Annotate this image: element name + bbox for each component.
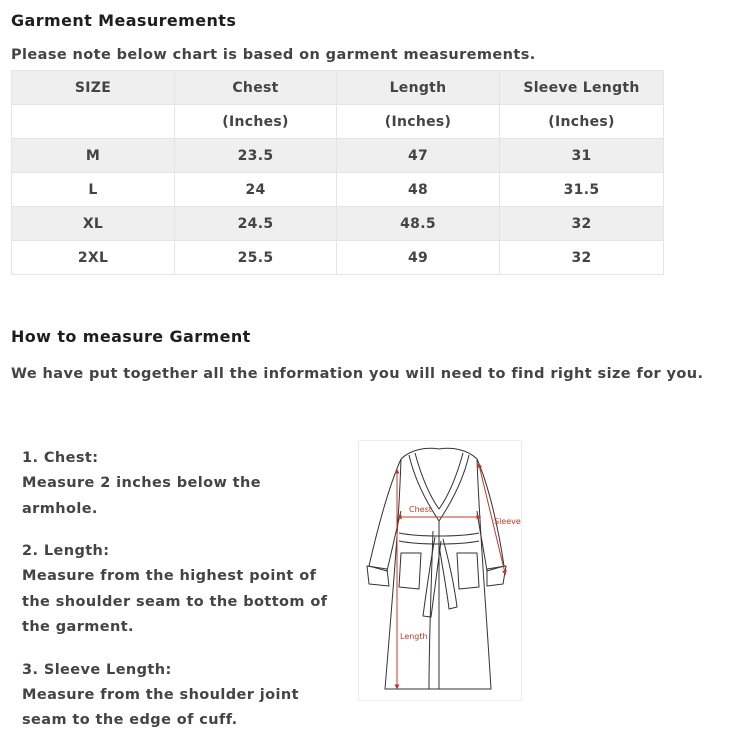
header-sleeve-length: Sleeve Length (500, 71, 664, 105)
table-units-row (12, 105, 664, 139)
step-chest (22, 445, 342, 522)
table-row (12, 173, 664, 207)
header-length: Length (337, 71, 500, 105)
chest-cell: 24.5 (175, 207, 337, 241)
chest-cell: 24 (175, 173, 337, 207)
intro-text: We have put together all the information you will need to find right size for you. (11, 366, 704, 382)
length-cell: 47 (337, 139, 500, 173)
step-title: 2. Length: (22, 543, 110, 559)
size-cell: L (12, 173, 175, 207)
length-label: Length (400, 632, 428, 641)
step-line: Measure from the highest point of (22, 568, 317, 584)
step-line: the garment. (22, 619, 134, 635)
table-header-row (12, 71, 664, 105)
step-title: 3. Sleeve Length: (22, 661, 172, 678)
unit-cell: (Inches) (500, 105, 664, 139)
chart-note: Please note below chart is based on garment measurements. (11, 47, 536, 63)
step-line: the shoulder seam to the bottom of (22, 593, 328, 610)
table-row (12, 207, 664, 241)
size-chart-table (11, 70, 664, 275)
length-cell: 49 (337, 241, 500, 275)
sleeve-cell: 32 (500, 241, 664, 275)
bathrobe-diagram-icon (358, 440, 522, 701)
chest-cell: 23.5 (175, 139, 337, 173)
length-cell: 48 (337, 173, 500, 207)
step-line: Measure 2 inches below the armhole. (22, 475, 261, 517)
chest-cell: 25.5 (175, 241, 337, 275)
chest-label: Chest (409, 505, 432, 514)
size-cell: M (12, 139, 175, 173)
step-title: 1. Chest: (22, 450, 99, 466)
measurement-steps (22, 445, 342, 750)
sleeve-cell: 32 (500, 207, 664, 241)
step-line: seam to the edge of cuff. (22, 712, 238, 728)
table-row (12, 139, 664, 173)
sleeve-cell: 31 (500, 139, 664, 173)
unit-cell (12, 105, 175, 139)
section-title-how-to-measure: How to measure Garment (11, 327, 251, 346)
length-cell: 48.5 (337, 207, 500, 241)
sleeve-cell: 31.5 (500, 173, 664, 207)
step-length (22, 538, 342, 641)
section-title-garment-measurements: Garment Measurements (11, 11, 237, 30)
unit-cell: (Inches) (175, 105, 337, 139)
header-size: SIZE (12, 71, 175, 105)
step-line: Measure from the shoulder joint (22, 686, 299, 703)
unit-cell: (Inches) (337, 105, 500, 139)
sleeve-label: Sleeve (494, 517, 521, 526)
size-cell: XL (12, 207, 175, 241)
size-cell: 2XL (12, 241, 175, 275)
header-chest: Chest (175, 71, 337, 105)
step-sleeve-length (22, 657, 342, 734)
table-row (12, 241, 664, 275)
